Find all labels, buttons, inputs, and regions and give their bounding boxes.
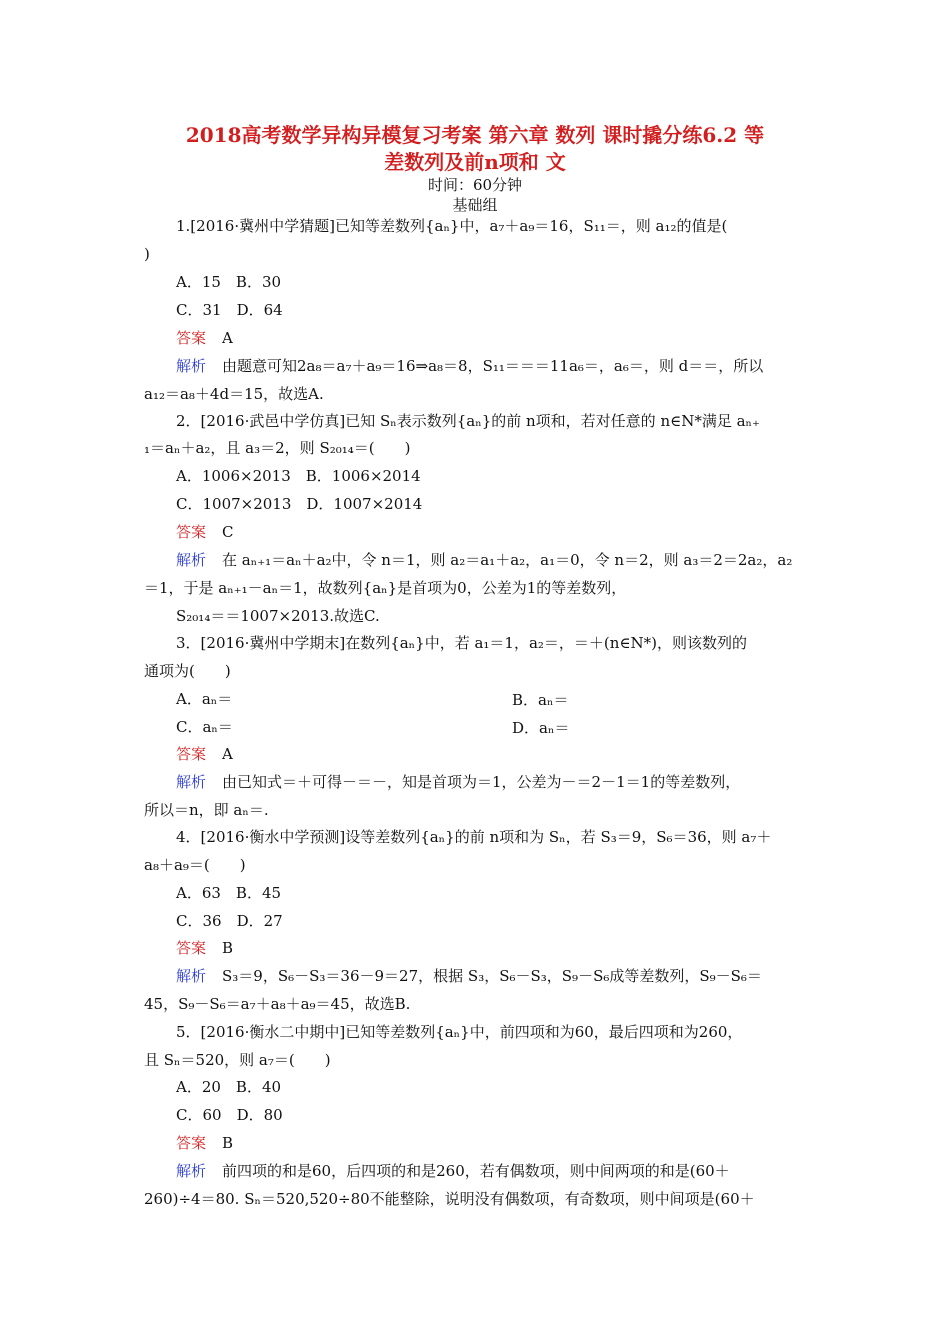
analysis-label: 解析 xyxy=(176,773,207,791)
q5-answer-value: B xyxy=(222,1134,234,1152)
q5-stem-line-2: 且 Sₙ＝520，则 a₇＝( ) xyxy=(144,1051,331,1069)
q4-stem-line-2: a₈＋a₉＝( ) xyxy=(144,856,246,874)
q2-stem-line-1: 2．[2016·武邑中学仿真]已知 Sₙ表示数列{aₙ}的前 n项和，若对任意的 n∈N*满足 aₙ₊ xyxy=(176,412,760,430)
q5-analysis-line-1 xyxy=(176,1161,806,1181)
q4-analysis-line-2: 45，S₉－S₆＝a₇＋a₈＋a₉＝45，故选B. xyxy=(144,995,411,1013)
q1-analysis-line-2: a₁₂＝a₈＋4d＝15，故选A. xyxy=(144,385,324,403)
q5-options-ab: A．20 B．40 xyxy=(176,1078,282,1096)
section-heading: 基础组 xyxy=(452,196,498,214)
q3-answer xyxy=(176,744,806,764)
q1-answer xyxy=(176,328,806,348)
q3-option-c: C．aₙ＝ xyxy=(176,718,233,736)
q2-answer-value: C xyxy=(222,523,234,541)
q3-option-b: B．aₙ＝ xyxy=(512,691,569,709)
q1-analysis-line-1 xyxy=(176,356,806,376)
q1-stem-line-2: ) xyxy=(144,245,150,263)
q3-stem-line-1: 3．[2016·冀州中学期末]在数列{aₙ}中，若 a₁＝1，a₂＝，＝＋(n∈N*)，则该数列的 xyxy=(176,634,748,652)
answer-label: 答案 xyxy=(176,1134,207,1152)
q2-answer xyxy=(176,522,806,542)
q2-analysis-line-2: ＝1，于是 aₙ₊₁－aₙ＝1，故数列{aₙ}是首项为0，公差为1的等差数列， xyxy=(144,579,627,597)
answer-label: 答案 xyxy=(176,329,207,347)
q4-stem-line-1: 4．[2016·衡水中学预测]设等差数列{aₙ}的前 n项和为 Sₙ，若 S₃＝9，S₆＝36，则 a₇＋ xyxy=(176,828,772,846)
q5-stem-line-1: 5．[2016·衡水二中期中]已知等差数列{aₙ}中，前四项和为60，最后四项和为260， xyxy=(176,1023,743,1041)
q1-answer-value: A xyxy=(222,329,233,347)
analysis-label: 解析 xyxy=(176,967,207,985)
q1-options-cd: C．31 D．64 xyxy=(176,301,283,319)
q3-option-d: D．aₙ＝ xyxy=(512,719,570,737)
q5-answer xyxy=(176,1133,806,1153)
document-title xyxy=(120,122,830,176)
analysis-label: 解析 xyxy=(176,357,207,375)
title-line-2: 差数列及前n项和 文 xyxy=(384,150,566,174)
q3-analysis-text-1: 由已知式＝＋可得－＝－，知是首项为＝1，公差为－＝2－1＝1的等差数列， xyxy=(222,773,741,791)
q1-options-ab: A．15 B．30 xyxy=(176,273,282,291)
q2-options-ab: A．1006×2013 B．1006×2014 xyxy=(176,467,421,485)
q2-analysis-text-1: 在 aₙ₊₁＝aₙ＋a₂中，令 n＝1，则 a₂＝a₁＋a₂，a₁＝0，令 n＝2，则 a₃＝2＝2a₂，a₂ xyxy=(222,551,793,569)
answer-label: 答案 xyxy=(176,939,207,957)
q5-analysis-text-1: 前四项的和是60，后四项的和是260，若有偶数项，则中间两项的和是(60＋ xyxy=(222,1162,730,1180)
q4-options-cd: C．36 D．27 xyxy=(176,912,283,930)
q1-stem-line-1: 1.[2016·冀州中学猜题]已知等差数列{aₙ}中，a₇＋a₉＝16，S₁₁＝，则 a₁₂的值是( xyxy=(176,217,728,235)
q2-analysis-line-3: S₂₀₁₄＝＝1007×2013.故选C. xyxy=(176,607,380,625)
q1-analysis-text-1: 由题意可知2a₈＝a₇＋a₉＝16⇒a₈＝8，S₁₁＝＝＝11a₆＝，a₆＝，则 d＝＝，所以 xyxy=(222,357,764,375)
q5-options-cd: C．60 D．80 xyxy=(176,1106,283,1124)
q3-option-a: A．aₙ＝ xyxy=(176,690,233,708)
q3-analysis-line-1 xyxy=(176,772,806,792)
q2-stem-line-2: ₁＝aₙ＋a₂，且 a₃＝2，则 S₂₀₁₄＝( ) xyxy=(144,439,411,457)
q3-answer-value: A xyxy=(222,745,233,763)
analysis-label: 解析 xyxy=(176,1162,207,1180)
q4-answer-value: B xyxy=(222,939,234,957)
answer-label: 答案 xyxy=(176,745,207,763)
q4-answer xyxy=(176,938,806,958)
q4-analysis-line-1 xyxy=(176,966,806,986)
analysis-label: 解析 xyxy=(176,551,207,569)
q5-analysis-line-2: 260)÷4＝80. Sₙ＝520,520÷80不能整除，说明没有偶数项，有奇数项，则中间项是(60＋ xyxy=(144,1190,755,1208)
q4-options-ab: A．63 B．45 xyxy=(176,884,282,902)
title-line-1: 2018高考数学异构异模复习考案 第六章 数列 课时撬分练6.2 等 xyxy=(185,123,765,147)
q4-analysis-text-1: S₃＝9，S₆－S₃＝36－9＝27，根据 S₃，S₆－S₃，S₉－S₆成等差数列，S₉－S₆＝ xyxy=(222,967,762,985)
q2-options-cd: C．1007×2013 D．1007×2014 xyxy=(176,495,423,513)
q2-analysis-line-1 xyxy=(176,550,806,570)
q3-analysis-line-2: 所以＝n，即 aₙ＝. xyxy=(144,801,269,819)
q3-stem-line-2: 通项为( ) xyxy=(144,662,231,680)
time-limit: 时间：60分钟 xyxy=(427,176,523,194)
answer-label: 答案 xyxy=(176,523,207,541)
